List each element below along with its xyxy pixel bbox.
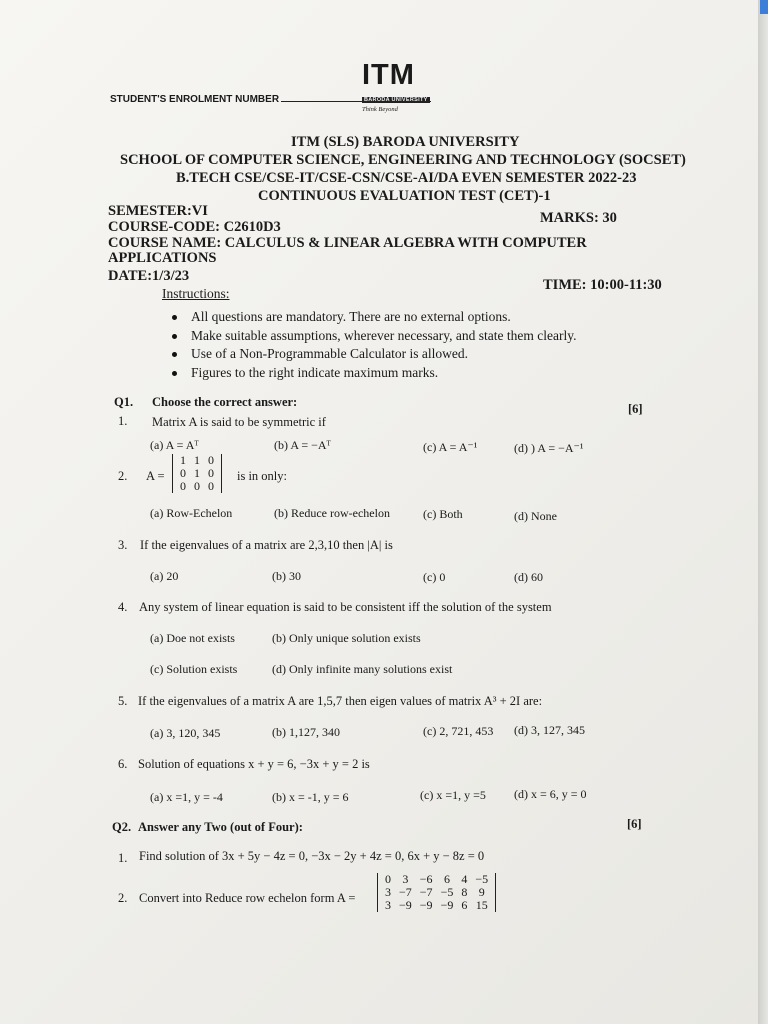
- option-c: (c) x =1, y =5: [420, 788, 486, 802]
- option-a: (a) Doe not exists: [150, 631, 235, 645]
- q2-marks: [6]: [627, 817, 642, 831]
- exam-date: DATE:1/3/23: [108, 268, 190, 284]
- question-number: 5.: [118, 694, 128, 708]
- option-d: (d) 3, 127, 345: [514, 723, 585, 737]
- university-logo: [362, 59, 438, 116]
- question-text: If the eigenvalues of a matrix A are 1,5,7 then eigen values of matrix A³ + 2I are:: [138, 694, 543, 708]
- option-c: (c) 0: [423, 570, 446, 584]
- question-text: Matrix A is said to be symmetric if: [152, 415, 326, 429]
- course-code: COURSE-CODE: C2610D3: [108, 219, 281, 235]
- school-name: SCHOOL OF COMPUTER SCIENCE, ENGINEERING AND TECHNOLOGY (SOCSET): [120, 152, 686, 168]
- question-text: is in only:: [237, 469, 288, 483]
- option-a: (a) A = Aᵀ: [150, 438, 199, 452]
- q2-title: Answer any Two (out of Four):: [138, 820, 303, 834]
- option-c: (c) Solution exists: [150, 662, 238, 676]
- q1-title: Choose the correct answer:: [152, 395, 298, 409]
- option-d: (d) None: [514, 509, 557, 523]
- instruction-item: All questions are mandatory. There are no external options.: [172, 309, 511, 325]
- instruction-item: Make suitable assumptions, wherever necessary, and state them clearly.: [172, 328, 577, 344]
- q1-label: Q1.: [114, 395, 134, 409]
- option-c: (c) 2, 721, 453: [423, 724, 494, 738]
- course-name: COURSE NAME: CALCULUS & LINEAR ALGEBRA WITH COMPUTER: [108, 235, 587, 251]
- option-b: (b) 30: [272, 569, 301, 583]
- option-c: (c) A = A⁻¹: [423, 440, 478, 454]
- question-number: 2.: [118, 891, 128, 905]
- semester: SEMESTER:VI: [108, 203, 208, 219]
- corner-marker: [760, 0, 768, 14]
- option-d: (d) 60: [514, 570, 543, 584]
- option-c: (c) Both: [423, 507, 463, 521]
- question-number: 6.: [118, 757, 128, 771]
- question-number: 3.: [118, 538, 128, 552]
- course-name-cont: APPLICATIONS: [108, 250, 217, 266]
- option-a: (a) 3, 120, 345: [150, 726, 221, 740]
- question-number: 1.: [118, 851, 128, 865]
- exam-title: CONTINUOUS EVALUATION TEST (CET)-1: [258, 188, 551, 204]
- option-a: (a) x =1, y = -4: [150, 790, 223, 804]
- option-d: (d) ) A = −A⁻¹: [514, 441, 584, 455]
- option-b: (b) 1,127, 340: [272, 725, 340, 739]
- matrix-prefix: A =: [146, 469, 165, 483]
- option-a: (a) 20: [150, 569, 179, 583]
- marks: MARKS: 30: [540, 210, 617, 226]
- matrix-a: 1 1 0 0 1 0 0 0 0: [172, 454, 222, 493]
- enrolment-label: STUDENT'S ENROLMENT NUMBER: [110, 94, 431, 105]
- question-number: 2.: [118, 469, 128, 483]
- question-text: Any system of linear equation is said to be consistent iff the solution of the system: [139, 600, 552, 614]
- question-number: 1.: [118, 414, 128, 428]
- matrix-rref: 0 3 −6 6 4 −5 3 −7 −7 −5 8 9 3 −9 −9 −9 6 15: [377, 873, 496, 912]
- logo-text: ITM: [362, 59, 415, 91]
- program-line: B.TECH CSE/CSE-IT/CSE-CSN/CSE-AI/DA EVEN SEMESTER 2022-23: [176, 170, 637, 186]
- question-text: If the eigenvalues of a matrix are 2,3,10 then |A| is: [140, 538, 393, 552]
- q2-label: Q2.: [112, 820, 132, 834]
- q1-marks: [6]: [628, 402, 643, 416]
- option-b: (b) x = -1, y = 6: [272, 790, 349, 804]
- question-text: Convert into Reduce row echelon form A =: [139, 891, 356, 905]
- option-b: (b) Reduce row-echelon: [274, 506, 390, 520]
- page-edge: [758, 0, 768, 1024]
- question-number: 4.: [118, 600, 128, 614]
- logo-tagline: Think Beyond: [362, 106, 398, 113]
- option-d: (d) Only infinite many solutions exist: [272, 662, 453, 676]
- question-text: Solution of equations x + y = 6, −3x + y = 2 is: [138, 757, 370, 771]
- instruction-item: Use of a Non-Programmable Calculator is allowed.: [172, 346, 468, 362]
- instruction-item: Figures to the right indicate maximum marks.: [172, 365, 438, 381]
- option-a: (a) Row-Echelon: [150, 506, 233, 520]
- logo-subtitle: BARODA UNIVERSITY: [364, 97, 428, 103]
- option-d: (d) x = 6, y = 0: [514, 787, 587, 801]
- option-b: (b) A = −Aᵀ: [274, 438, 331, 452]
- exam-time: TIME: 10:00-11:30: [543, 277, 662, 293]
- university-name: ITM (SLS) BARODA UNIVERSITY: [291, 134, 520, 150]
- question-text: Find solution of 3x + 5y − 4z = 0, −3x − 2y + 4z = 0, 6x + y − 8z = 0: [139, 849, 485, 863]
- instructions-title: Instructions:: [162, 286, 230, 301]
- option-b: (b) Only unique solution exists: [272, 631, 421, 645]
